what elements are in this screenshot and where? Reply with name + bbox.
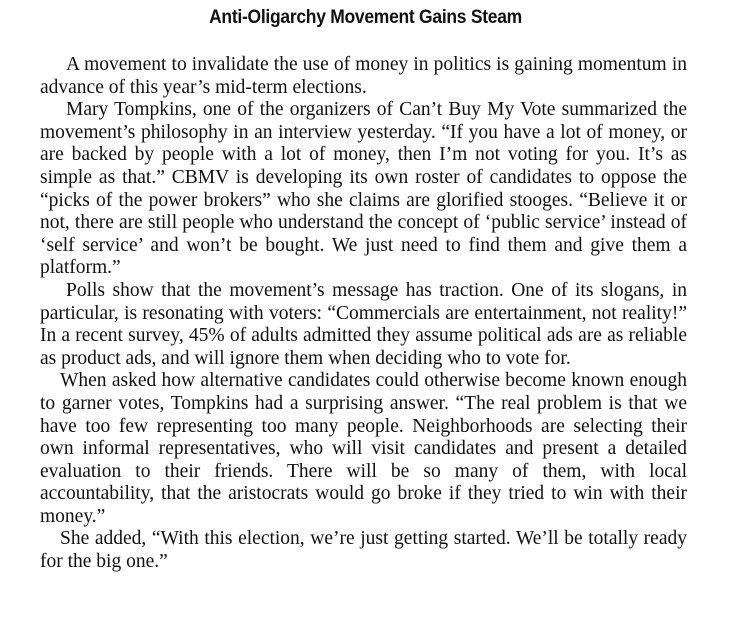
paragraph: She added, “With this election, we’re just getting started. We’ll be totally ready for the big one.”	[40, 528, 687, 573]
paragraph: Polls show that the movement’s message has traction. One of its slogans, in particular, is resonating with voters: “Commercials are entertainment, not reality!” In a recent survey, 45% of adults admitted they assume political ads are as reliable as product ads, and will ignore them when deciding who to vote for.	[40, 279, 687, 369]
paragraph: When asked how alternative candidates could otherwise become known enough to garner votes, Tompkins had a surprising answer. “The real problem is that we have too few representing too many people. Neighborhoods are selecting their own informal representatives, who will visit candidates and present a detailed evaluation to their friends. There will be so many of them, with local accountability, that the aristocrats would go broke if they tried to win with their money.”	[40, 370, 687, 527]
paragraph: Mary Tompkins, one of the organizers of Can’t Buy My Vote summarized the movement’s philosophy in an interview yesterday. “If you have a lot of money, or are backed by people with a lot of money, then I’m not voting for you. It’s as simple as that.” CBMV is developing its own roster of candidates to oppose the “picks of the power brokers” who she claims are glorified stooges. “Believe it or not, there are still people who understand the concept of ‘public service’ instead of ‘self service’ and won’t be bought. We just need to find them and give them a platform.”	[40, 99, 687, 279]
paragraph: A movement to invalidate the use of money in politics is gaining momentum in advance of this year’s mid-term elections.	[40, 54, 687, 98]
article-title: Anti-Oligarchy Movement Gains Steam	[209, 7, 522, 28]
article-body	[40, 54, 687, 574]
